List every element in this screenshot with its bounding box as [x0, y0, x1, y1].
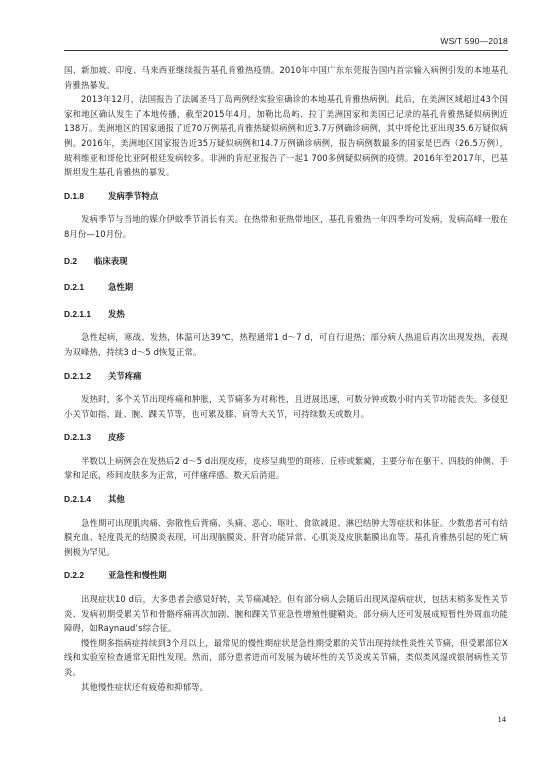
section-title: 急性期: [108, 282, 134, 293]
header-rule: [64, 50, 508, 51]
section-number: D.2: [64, 255, 78, 266]
section-heading-d212: [64, 369, 508, 384]
section-title: 亚急性和慢性期: [108, 570, 167, 581]
section-title: 关节疼痛: [108, 370, 142, 381]
section-number: D.2.1.2: [64, 370, 92, 381]
paragraph-chronic-other: 其他慢性症状还有疲倦和抑郁等。: [81, 681, 209, 692]
section-title: 其他: [108, 494, 125, 505]
section-number: D.2.1.1: [64, 308, 92, 319]
section-heading-d21: [64, 280, 508, 295]
section-heading-d213: [64, 430, 508, 445]
paragraph-other-symptoms: 急性期可出现肌肉痛、弥散性后背痛、头痛、恶心、呕吐、食欲减退、淋巴结肿大等症状和体征。少数患者可有结膜充血、轻度畏光的结膜炎表现，可出现脑膜炎、肝肾功能异常、心肌炎及皮肤黏膜出血等。基孔肯雅热引起的死亡病例极为罕见。: [64, 517, 508, 557]
page-number: 14: [497, 714, 506, 724]
section-heading-d18: [64, 189, 508, 204]
section-heading-d22: [64, 568, 508, 583]
section-number: D.1.8: [64, 190, 85, 201]
section-number: D.2.1.4: [64, 494, 92, 505]
section-heading-d211: [64, 307, 508, 322]
section-heading-d2: [64, 254, 508, 269]
section-title: 临床表现: [94, 255, 128, 266]
paragraph-subacute: 出现症状10 d后，大多患者会感觉好转，关节痛减轻。但有部分病人会随后出现风湿病症状，包括末梢多发性关节炎、发病初期受累关节和骨骼疼痛再次加剧、腕和踝关节亚急性增殖性腱鞘炎。部分病人还可发展成短暂性外周血功能障碍，如Raynaud’s综合征。: [64, 594, 508, 634]
section-number: D.2.1: [64, 282, 85, 293]
section-title: 皮疹: [108, 432, 125, 443]
paragraph-seasonality: 发病季节与当地的媒介伊蚊季节消长有关。在热带和亚热带地区，基孔肯雅热一年四季均可发病，发病高峰一般在8月份—10月份。: [64, 214, 508, 239]
paragraph-fever: 急性起病，寒战、发热，体温可达39℃，热程通常1 d～7 d，可自行退热；部分病人热退后再次出现发热，表现为双峰热，持续3 d～5 d恢复正常。: [64, 332, 508, 357]
section-number: D.2.2: [64, 570, 85, 581]
section-title: 发热: [108, 308, 125, 319]
section-number: D.2.1.3: [64, 432, 92, 443]
paragraph-continued: 国、新加坡、印度、马来西亚继续报告基孔肯雅热疫情。2010年中国广东东莞报告国内首宗输入病例引发的本地基孔肯雅热暴发。: [64, 65, 508, 90]
section-heading-d214: [64, 492, 508, 507]
standard-code: WS/T 590—2018: [440, 36, 508, 46]
paragraph-joint-pain: 发热时，多个关节出现疼痛和肿胀，关节痛多为对称性，且进展迅速，可数分钟或数小时内关节功能丧失。多侵犯小关节如指、趾、腕、踝关节等，也可累及膝、肩等大关节，可持续数天或数月。: [64, 394, 508, 419]
paragraph-americas-epidemic: 2013年12月，法国报告了法属圣马丁岛两例经实验室确诊的本地基孔肯雅热病例。此后，在美洲区域超过43个国家和地区确认发生了本地传播，截至2015年4月，加勒比岛屿、拉丁美洲国家和美国已记录的基孔肯雅热疑似病例近138万。美洲地区的国家通报了近70万例基孔肯雅热疑似病例和近3.7万例确诊病例，其中哥伦比亚出现35.6万疑似病例。2016年，美洲地区国家报告近35万疑似病例和14.7万例确诊病例，报告病例数最多的国家是巴西（26.5万例），玻利维亚和哥伦比亚阿根廷发病较多。非洲的肯尼亚报告了一起1 700多例疑似病例的疫情。2016年至2017年，巴基斯坦发生基孔肯雅热的暴发。: [64, 94, 508, 178]
paragraph-rash: 半数以上病例会在发热后2 d～5 d出现皮疹，皮疹呈典型的斑疹、丘疹或紫癜，主要分布在躯干、四肢的伸侧、手掌和足底，疹间皮肤多为正常，可伴瘙痒感。数天后消退。: [64, 455, 508, 481]
document-body: [64, 63, 508, 694]
section-title: 发病季节特点: [108, 190, 159, 201]
paragraph-chronic: 慢性期多指病症持续到3个月以上，最常见的慢性期症状是急性期受累的关节出现持续性炎性关节痛，但受累部位X线和实验室检查通常无阳性发现。然而，部分患者进而可发展为破坏性的关节炎或关节痛，类似类风湿或银屑病性关节炎。: [64, 637, 508, 677]
